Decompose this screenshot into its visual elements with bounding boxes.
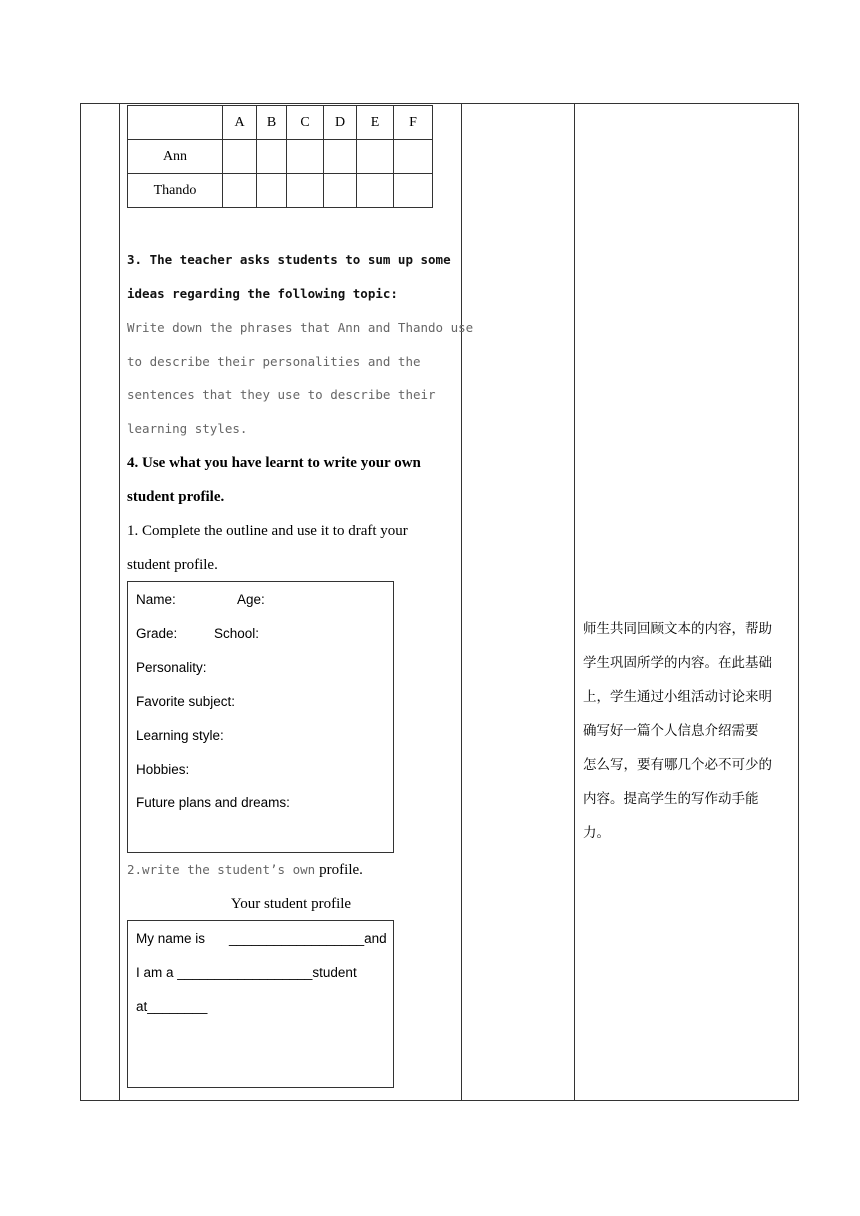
instruction-suffix: profile.: [319, 862, 363, 878]
table-cell: [394, 140, 433, 174]
column-divider: [574, 104, 575, 1100]
design-note: [583, 612, 795, 850]
profile-title: Your student profile: [230, 896, 352, 912]
table-cell: [128, 106, 223, 140]
note-line: 师生共同回顾文本的内容，帮助: [583, 621, 772, 637]
note-line: 确写好一篇个人信息介绍需要: [583, 723, 759, 739]
table-header-cell: A: [223, 106, 257, 140]
step4-heading: student profile.: [127, 489, 225, 505]
outline-name-label: Name:: [136, 592, 176, 607]
instruction-prefix: 2.write the student’s own: [127, 862, 316, 877]
profile-line: at________: [136, 999, 208, 1014]
outline-learning-style-label: Learning style:: [136, 728, 224, 743]
profile-line: My name is: [136, 931, 206, 946]
table-row-label: Thando: [128, 174, 223, 208]
column-divider: [461, 104, 462, 1100]
outline-box: [127, 581, 394, 853]
outline-personality-label: Personality:: [136, 660, 207, 675]
profile-line: __________________and: [229, 931, 387, 946]
table-header-cell: C: [287, 106, 324, 140]
step3-line: 3. The teacher asks students to sum up some: [127, 252, 451, 267]
note-line: 学生巩固所学的内容。在此基础: [583, 655, 772, 671]
table-row: [128, 106, 433, 140]
note-line: 内容。提高学生的写作动手能: [583, 791, 759, 807]
table-cell: [394, 174, 433, 208]
step3-line: learning styles.: [127, 421, 248, 436]
table-header-cell: B: [257, 106, 287, 140]
profile-box: [127, 920, 394, 1088]
table-cell: [257, 174, 287, 208]
step4-instruction: 1. Complete the outline and use it to draft your: [127, 523, 408, 539]
table-header-cell: E: [357, 106, 394, 140]
table-cell: [223, 140, 257, 174]
table-cell: [357, 174, 394, 208]
matching-table: [127, 105, 433, 208]
profile-line: I am a __________________student: [136, 965, 357, 980]
outline-grade-label: Grade:: [136, 626, 178, 641]
step3-line: ideas regarding the following topic:: [127, 286, 398, 301]
table-cell: [257, 140, 287, 174]
column-divider: [119, 104, 120, 1100]
table-cell: [324, 174, 357, 208]
outline-school-label: School:: [214, 626, 260, 641]
step4-heading: 4. Use what you have learnt to write your own: [127, 455, 421, 471]
table-cell: [357, 140, 394, 174]
outline-hobbies-label: Hobbies:: [136, 762, 190, 777]
table-cell: [324, 140, 357, 174]
table-cell: [287, 140, 324, 174]
table-row-label: Ann: [128, 140, 223, 174]
note-line: 上，学生通过小组活动讨论来明: [583, 689, 772, 705]
table-cell: [223, 174, 257, 208]
step3-line: sentences that they use to describe their: [127, 387, 436, 402]
table-row: [128, 174, 433, 208]
table-cell: [287, 174, 324, 208]
note-line: 力。: [583, 825, 610, 841]
table-header-cell: F: [394, 106, 433, 140]
table-header-cell: D: [324, 106, 357, 140]
note-line: 怎么写，要有哪几个必不可少的: [583, 757, 772, 773]
outline-subject-label: Favorite subject:: [136, 694, 236, 709]
step3-line: Write down the phrases that Ann and Thando use: [127, 320, 474, 335]
table-row: [128, 140, 433, 174]
step3-line: to describe their personalities and the: [127, 354, 421, 369]
step4-instruction-2: [127, 860, 363, 880]
outline-age-label: Age:: [237, 592, 265, 607]
outline-future-label: Future plans and dreams:: [136, 795, 290, 810]
step4-instruction: student profile.: [127, 557, 218, 573]
